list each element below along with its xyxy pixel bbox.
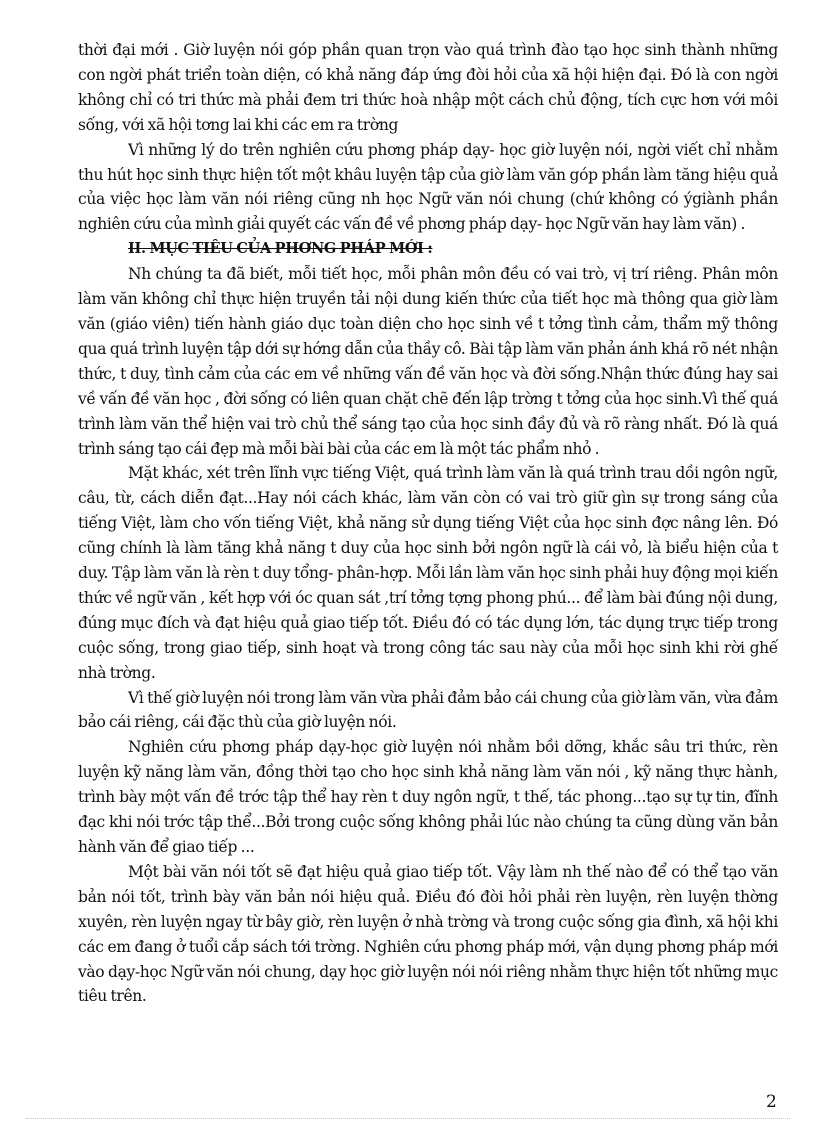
document-body [78, 38, 778, 1009]
paragraph-continuation: thời đại mới . Giờ luyện nói góp phần quan trọn vào quá trình đào tạo học sinh thành những con ngời phát triển toàn diện, có khả năng đáp ứng đòi hỏi của xã hội hiện đại. Đó là con ngời không chỉ có tri thức mà phải đem tri thức hoà nhập một cách chủ động, tích cực hơn với môi sống, với xã hội tơng lai khi các em ra trờng [78, 41, 778, 134]
paragraph: Mặt khác, xét trên lĩnh vực tiếng Việt, quá trình làm văn là quá trình trau dồi ngôn ngữ, câu, từ, cách diễn đạt...Hay nói cách khác, làm văn còn có vai trò giữ gìn sự trong sáng của tiếng Việt, làm cho vốn tiếng Việt, khả năng sử dụng tiếng Việt của học sinh đợc nâng lên. Đó cũng chính là làm tăng khả năng t duy của học sinh bởi ngôn ngữ là cái vỏ, là biểu hiện của t duy. Tập làm văn là rèn t duy tổng- phân-hợp. Mỗi lần làm văn học sinh phải huy động mọi kiến thức về ngữ văn , kết hợp với óc quan sát ,trí tởng tợng phong phú... để làm bài đúng nội dung, đúng mục đích và đạt hiệu quả giao tiếp tốt. Điều đó có tác dụng lớn, tác dụng trực tiếp trong cuộc sống, trong giao tiếp, sinh hoạt và trong công tác sau này của mỗi học sinh khi rời ghế nhà trờng. [78, 464, 778, 682]
paragraph: Nh chúng ta đã biết, mỗi tiết học, mỗi phân môn đều có vai trò, vị trí riêng. Phân môn làm văn không chỉ thực hiện truyền tải nội dung kiến thức của tiết học mà thông qua giờ làm văn (giáo viên) tiến hành giáo dục toàn diện cho học sinh về t tởng tình cảm, thẩm mỹ thông qua quá trình luyện tập dới sự hớng dẫn của thầy cô. Bài tập làm văn phản ánh khá rõ nét nhận thức, t duy, tình cảm của các em về những vấn đề văn học và đời sống.Nhận thức đúng hay sai về vấn đề văn học , đời sống có liên quan chặt chẽ đến lập trờng t tởng của học sinh.Vì thế quá trình làm văn thể hiện vai trò chủ thể sáng tạo của học sinh đầy đủ và rõ ràng nhất. Đó là quá trình sáng tạo cái đẹp mà mỗi bài bài của các em là một tác phẩm nhỏ . [78, 265, 778, 458]
paragraph: Vì thế giờ luyện nói trong làm văn vừa phải đảm bảo cái chung của giờ làm văn, vừa đảm bảo cái riêng, cái đặc thù của giờ luyện nói. [78, 688, 778, 732]
paragraph: Vì những lý do trên nghiên cứu phơng pháp dạy- học giờ luyện nói, ngời viết chỉ nhằm thu hút học sinh thực hiện tốt một khâu luyện tập của giờ làm văn góp phần làm tăng hiệu quả của việc học làm văn nói riêng cũng nh học Ngữ văn nói chung (chứ không có ýgiành phần nghiên cứu của mình giải quyết các vấn đề về phơng pháp dạy- học Ngữ văn hay làm văn) . [78, 140, 778, 234]
page-number: 2 [766, 1092, 777, 1112]
section-heading: II. MỤC TIÊU CỦA PHƠNG PHÁP MỚI : [128, 240, 433, 258]
footer-divider [26, 1118, 790, 1119]
paragraph: Nghiên cứu phơng pháp dạy-học giờ luyện nói nhằm bồi dỡng, khắc sâu tri thức, rèn luyện kỹ năng làm văn, đồng thời tạo cho học sinh khả năng làm văn nói , kỹ năng thực hành, trình bày một vấn đề trớc tập thể hay rèn t duy ngôn ngữ, t thế, tác phong...tạo sự tự tin, đĩnh đạc khi nói trớc tập thể...Bởi trong cuộc sống không phải lúc nào chúng ta cũng dùng văn bản hành văn để giao tiếp ... [78, 738, 778, 856]
paragraph: Một bài văn nói tốt sẽ đạt hiệu quả giao tiếp tốt. Vậy làm nh thế nào để có thể tạo văn bản nói tốt, trình bày văn bản nói hiệu quả. Điều đó đòi hỏi phải rèn luyện, rèn luyện thờng xuyên, rèn luyện ngay từ bây giờ, rèn luyện ở nhà trờng và trong cuộc sống gia đình, xã hội khi các em đang ở tuổi cắp sách tới trờng. Nghiên cứu phơng pháp mới, vận dụng phơng pháp mới vào dạy-học Ngữ văn nói chung, dạy học giờ luyện nói nói riêng nhằm thực hiện tốt những mục tiêu trên. [78, 862, 778, 1006]
